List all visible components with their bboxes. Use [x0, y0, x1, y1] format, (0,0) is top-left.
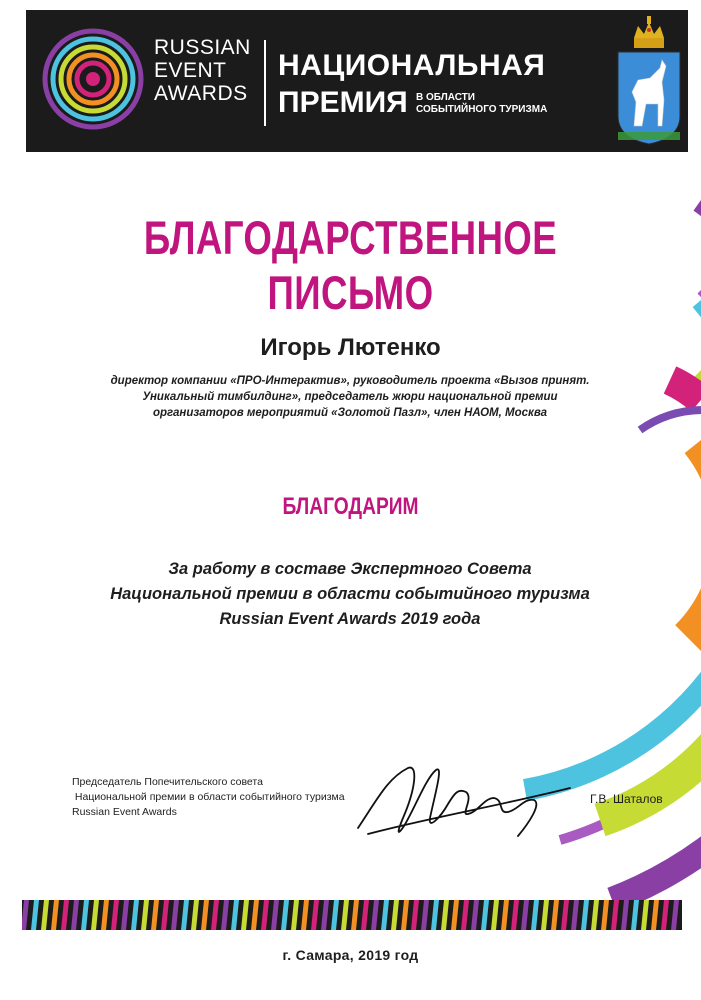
handwritten-signature: [348, 758, 578, 848]
ring-orange: [690, 440, 701, 640]
page-title: БЛАГОДАРСТВЕННОЕ ПИСЬМО: [143, 211, 558, 319]
national-award-subtitle: [416, 92, 547, 116]
national-award-line1: НАЦИОНАЛЬНАЯ: [278, 49, 546, 82]
signatory-title-line-3: Russian Event Awards: [72, 806, 177, 818]
logo-line-1: RUSSIAN: [154, 36, 251, 59]
ring-magenta: [670, 380, 701, 400]
header-divider: [264, 40, 266, 126]
city-year: г. Самара, 2019 год: [282, 947, 419, 963]
thanks-heading: БЛАГОДАРИМ: [282, 493, 419, 520]
samara-coat-of-arms-icon: [612, 16, 686, 148]
signatory-title-line-2: Национальной премии в области событийного туризма: [72, 791, 345, 803]
reason-line-3: Russian Event Awards 2019 года: [219, 610, 481, 628]
russian-event-awards-logo-icon: [38, 24, 148, 134]
description-line-2: Уникальный тимбилдинг», председатель жюри национальной премии: [142, 391, 558, 403]
description-line-1: директор компании «ПРО-Интерактив», руководитель проекта «Вызов принят.: [110, 375, 590, 387]
logo-line-2: EVENT: [154, 59, 227, 82]
recipient-description: [100, 373, 600, 421]
national-award-sub2: СОБЫТИЙНОГО ТУРИЗМА: [416, 104, 548, 115]
national-award-sub1: В ОБЛАСТИ: [416, 92, 475, 103]
recipient-name: Игорь Лютенко: [260, 334, 441, 361]
ring-violet-small: [640, 410, 701, 430]
header-banner: [26, 10, 688, 152]
national-award-line2: ПРЕМИЯ: [278, 86, 408, 119]
reason-line-2: Национальной премии в области событийного туризма: [110, 585, 590, 603]
decorative-stripe-band: [22, 900, 682, 930]
reason-line-1: За работу в составе Экспертного Совета: [168, 560, 532, 578]
reason-text: [100, 557, 600, 632]
logo-text: [154, 36, 251, 105]
signatory-name: Г.В. Шаталов: [590, 792, 663, 806]
signatory-title: [72, 775, 345, 820]
description-line-3: организаторов мероприятий «Золотой Пазл», член НАОМ, Москва: [152, 407, 548, 419]
logo-line-3: AWARDS: [154, 82, 248, 105]
signatory-title-line-1: Председатель Попечительского совета: [72, 776, 263, 788]
